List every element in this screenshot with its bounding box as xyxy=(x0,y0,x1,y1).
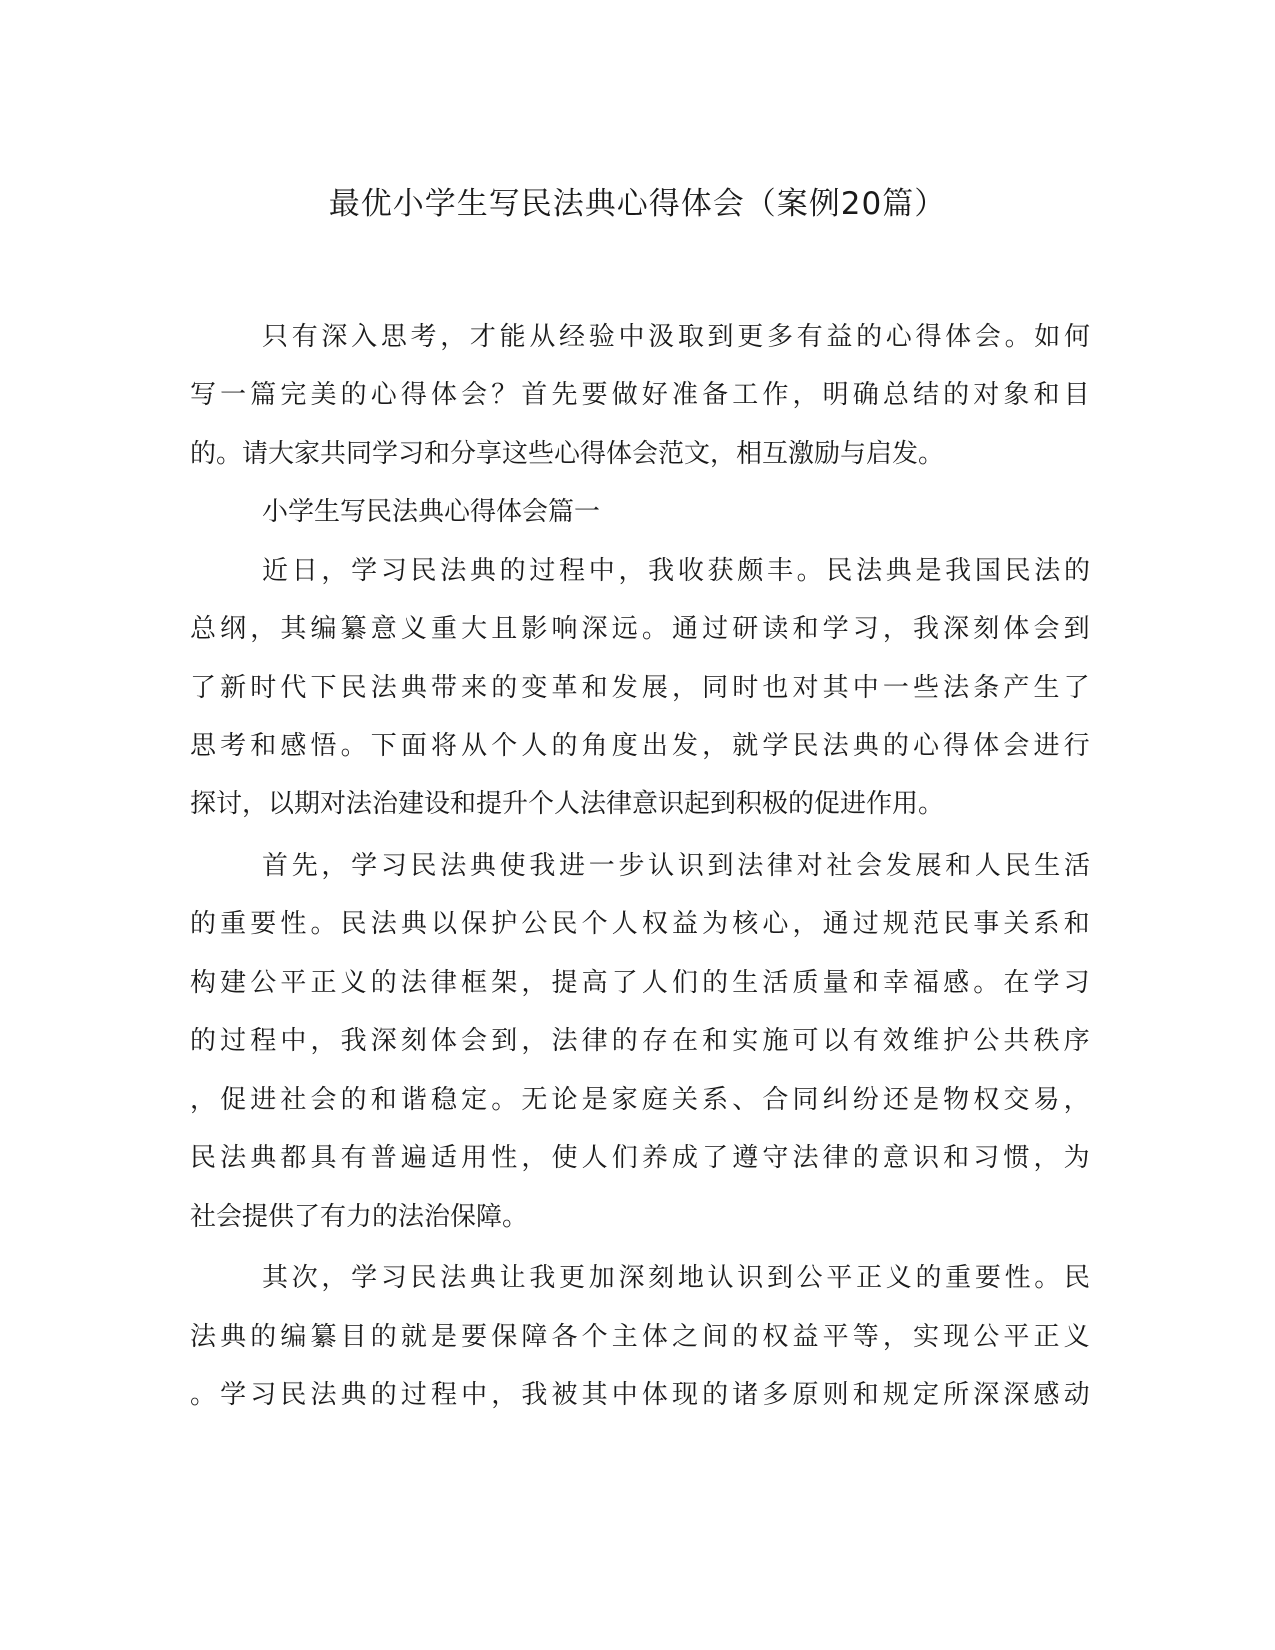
paragraph-line: 了 新 时 代 下 民 法 典 带 来 的 变 革 和 发 展 ， 同 时 也 对 其 中 一 些 法 条 产 生 了 xyxy=(190,673,1090,703)
paragraph-line: ， 促 进 社 会 的 和 谐 稳 定 。 无 论 是 家 庭 关 系 、 合 同 纠 纷 还 是 物 权 交 易 ， xyxy=(190,1085,1090,1115)
paragraph-line: 探讨，以期对法治建设和提升个人法律意识起到积极的促进作用。 xyxy=(190,789,945,819)
paragraph-line: 只 有 深 入 思 考 ， 才 能 从 经 验 中 汲 取 到 更 多 有 益 的 心 得 体 会 。 如 何 xyxy=(262,322,1090,352)
paragraph-line: 民 法 典 都 具 有 普 遍 适 用 性 ， 使 人 们 养 成 了 遵 守 法 律 的 意 识 和 习 惯 ， 为 xyxy=(190,1143,1090,1173)
paragraph-line: 的 重 要 性 。 民 法 典 以 保 护 公 民 个 人 权 益 为 核 心 ， 通 过 规 范 民 事 关 系 和 xyxy=(190,909,1090,939)
paragraph-line: 首 先 ， 学 习 民 法 典 使 我 进 一 步 认 识 到 法 律 对 社 会 发 展 和 人 民 生 活 xyxy=(262,851,1090,881)
paragraph-line: 思 考 和 感 悟 。 下 面 将 从 个 人 的 角 度 出 发 ， 就 学 民 法 典 的 心 得 体 会 进 行 xyxy=(190,731,1090,761)
paragraph-line: 其 次 ， 学 习 民 法 典 让 我 更 加 深 刻 地 认 识 到 公 平 正 义 的 重 要 性 。 民 xyxy=(262,1263,1090,1293)
paragraph-line: 法 典 的 编 纂 目 的 就 是 要 保 障 各 个 主 体 之 间 的 权 益 平 等 ， 实 现 公 平 正 义 xyxy=(190,1322,1090,1352)
document-title: 最优小学生写民法典心得体会（案例20篇） xyxy=(328,186,947,222)
paragraph-line: 。 学 习 民 法 典 的 过 程 中 ， 我 被 其 中 体 现 的 诸 多 原 则 和 规 定 所 深 深 感 动 xyxy=(190,1380,1090,1410)
paragraph-line: 写 一 篇 完 美 的 心 得 体 会 ？ 首 先 要 做 好 准 备 工 作 ， 明 确 总 结 的 对 象 和 目 xyxy=(190,380,1090,410)
section-heading: 小学生写民法典心得体会篇一 xyxy=(262,497,601,527)
paragraph-line: 的。请大家共同学习和分享这些心得体会范文，相互激励与启发。 xyxy=(190,439,945,469)
paragraph-line: 社会提供了有力的法治保障。 xyxy=(190,1202,529,1232)
paragraph-line: 总 纲 ， 其 编 纂 意 义 重 大 且 影 响 深 远 。 通 过 研 读 和 学 习 ， 我 深 刻 体 会 到 xyxy=(190,614,1090,644)
paragraph-line: 近 日 ， 学 习 民 法 典 的 过 程 中 ， 我 收 获 颇 丰 。 民 法 典 是 我 国 民 法 的 xyxy=(262,556,1090,586)
paragraph-line: 的 过 程 中 ， 我 深 刻 体 会 到 ， 法 律 的 存 在 和 实 施 可 以 有 效 维 护 公 共 秩 序 xyxy=(190,1026,1090,1056)
paragraph-line: 构 建 公 平 正 义 的 法 律 框 架 ， 提 高 了 人 们 的 生 活 质 量 和 幸 福 感 。 在 学 习 xyxy=(190,968,1090,998)
